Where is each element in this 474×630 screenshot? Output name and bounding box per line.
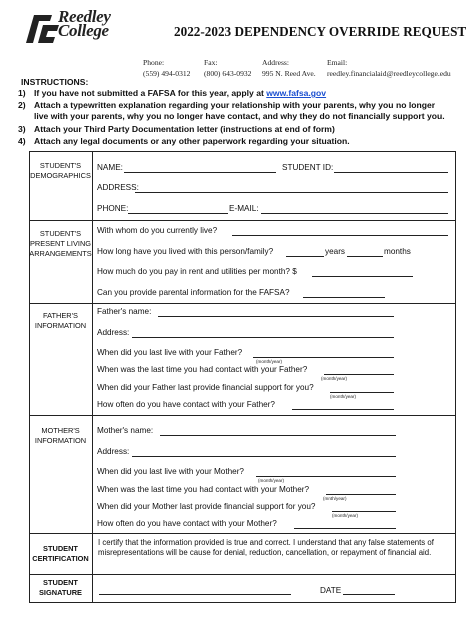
row-divider bbox=[29, 415, 456, 416]
hint-mnth-year: (mnth/year) bbox=[323, 496, 347, 501]
instructions-heading: INSTRUCTIONS: bbox=[21, 77, 89, 87]
logo-wordmark: Reedley College bbox=[58, 7, 111, 40]
section-title-father: FATHER'S INFORMATION bbox=[34, 311, 87, 330]
row-divider bbox=[29, 574, 456, 575]
father-name-label: Father's name: bbox=[97, 307, 152, 316]
phone-block: Phone: (559) 494-0312 bbox=[143, 58, 191, 78]
parental-info-label: Can you provide parental information for the FAFSA? bbox=[97, 288, 290, 297]
row-divider bbox=[29, 533, 456, 534]
hint-month-year: (month/year) bbox=[256, 359, 283, 364]
mother-contact-field[interactable] bbox=[326, 494, 396, 495]
hint-month-year: (month/year) bbox=[258, 478, 285, 483]
email-block: Email: reedley.financialaid@reedleycollege.edu bbox=[327, 58, 451, 78]
hint-month-year: (month/year) bbox=[332, 513, 359, 518]
date-field[interactable] bbox=[343, 594, 395, 595]
father-contact-label: When was the last time you had contact with your Father? bbox=[97, 365, 308, 374]
months-field[interactable] bbox=[347, 256, 383, 257]
mother-support-field[interactable] bbox=[332, 511, 396, 512]
student-id-field[interactable] bbox=[334, 172, 448, 173]
mother-often-label: How often do you have contact with your Mother? bbox=[97, 519, 277, 528]
mother-address-label: Address: bbox=[97, 447, 130, 456]
page-title: 2022-2023 DEPENDENCY OVERRIDE REQUEST bbox=[174, 24, 467, 39]
student-id-label: STUDENT ID: bbox=[282, 163, 334, 172]
section-title-mother: MOTHER'S INFORMATION bbox=[34, 426, 87, 445]
rent-label: How much do you pay in rent and utilities per month? $ bbox=[97, 267, 297, 276]
father-live-field[interactable] bbox=[253, 357, 394, 358]
parental-info-field[interactable] bbox=[303, 297, 385, 298]
address-field[interactable] bbox=[135, 192, 448, 193]
instruction-3: 3) Attach your Third Party Documentation letter (instructions at end of form) bbox=[18, 124, 335, 134]
row-divider bbox=[29, 303, 456, 304]
live-with-field[interactable] bbox=[232, 235, 448, 236]
phone-label: PHONE: bbox=[97, 204, 129, 213]
months-label: months bbox=[384, 247, 411, 256]
name-field[interactable] bbox=[124, 172, 276, 173]
instruction-2: 2) Attach a typewritten explanation regarding your relationship with your parents, why you no longer live with your parents, why you no longer have contact, and why they do not financially support you. bbox=[18, 100, 445, 121]
father-support-field[interactable] bbox=[330, 392, 394, 393]
phone-field[interactable] bbox=[128, 213, 228, 214]
section-title-signature: STUDENT SIGNATURE bbox=[39, 578, 82, 597]
years-label: years bbox=[325, 247, 346, 256]
father-live-label: When did you last live with your Father? bbox=[97, 348, 243, 357]
father-address-field[interactable] bbox=[132, 337, 394, 338]
address-block: Address: 995 N. Reed Ave. bbox=[262, 58, 316, 78]
mother-contact-label: When was the last time you had contact with your Mother? bbox=[97, 485, 310, 494]
mother-support-label: When did your Mother last provide financial support for you? bbox=[97, 502, 316, 511]
email-label: E-MAIL: bbox=[229, 204, 259, 213]
how-long-label: How long have you lived with this person/family? bbox=[97, 247, 274, 256]
instruction-4: 4) Attach any legal documents or any other paperwork regarding your situation. bbox=[18, 136, 350, 146]
father-address-label: Address: bbox=[97, 328, 130, 337]
instruction-1: 1) If you have not submitted a FAFSA for this year, apply at www.fafsa.gov bbox=[18, 88, 327, 98]
mother-name-label: Mother's name: bbox=[97, 426, 154, 435]
mother-often-field[interactable] bbox=[294, 528, 396, 529]
years-field[interactable] bbox=[286, 256, 324, 257]
certification-text: I certify that the information provided is true and correct. I understand that any false statements of misrepresentations will be cause for denial, reduction, cancellation, or repayment of financial aid. bbox=[98, 538, 434, 557]
column-divider bbox=[92, 151, 93, 603]
mother-live-label: When did you last live with your Mother? bbox=[97, 467, 244, 476]
hint-month-year: (month/year) bbox=[321, 376, 348, 381]
father-often-label: How often do you have contact with your Father? bbox=[97, 400, 275, 409]
mother-address-field[interactable] bbox=[132, 456, 396, 457]
row-divider bbox=[29, 220, 456, 221]
fafsa-link[interactable]: www.fafsa.gov bbox=[266, 88, 327, 98]
section-title-living: STUDENT'S PRESENT LIVING ARRANGEMENTS bbox=[29, 229, 92, 258]
signature-field[interactable] bbox=[99, 594, 291, 595]
hint-month-year: (month/year) bbox=[330, 394, 357, 399]
father-contact-field[interactable] bbox=[324, 374, 394, 375]
address-label: ADDRESS: bbox=[97, 183, 139, 192]
father-often-field[interactable] bbox=[292, 409, 394, 410]
date-label: DATE bbox=[320, 586, 342, 595]
mother-name-field[interactable] bbox=[160, 435, 396, 436]
form-frame bbox=[29, 151, 456, 603]
rent-field[interactable] bbox=[312, 276, 413, 277]
fax-block: Fax: (800) 643-0932 bbox=[204, 58, 252, 78]
email-field[interactable] bbox=[261, 213, 448, 214]
mother-live-field[interactable] bbox=[256, 476, 396, 477]
section-title-demographics: STUDENT'S DEMOGRAPHICS bbox=[30, 161, 91, 180]
name-label: NAME: bbox=[97, 163, 123, 172]
section-title-certification: STUDENT CERTIFICATION bbox=[32, 544, 89, 563]
father-support-label: When did your Father last provide financial support for you? bbox=[97, 383, 314, 392]
father-name-field[interactable] bbox=[158, 316, 394, 317]
live-with-label: With whom do you currently live? bbox=[97, 226, 218, 235]
